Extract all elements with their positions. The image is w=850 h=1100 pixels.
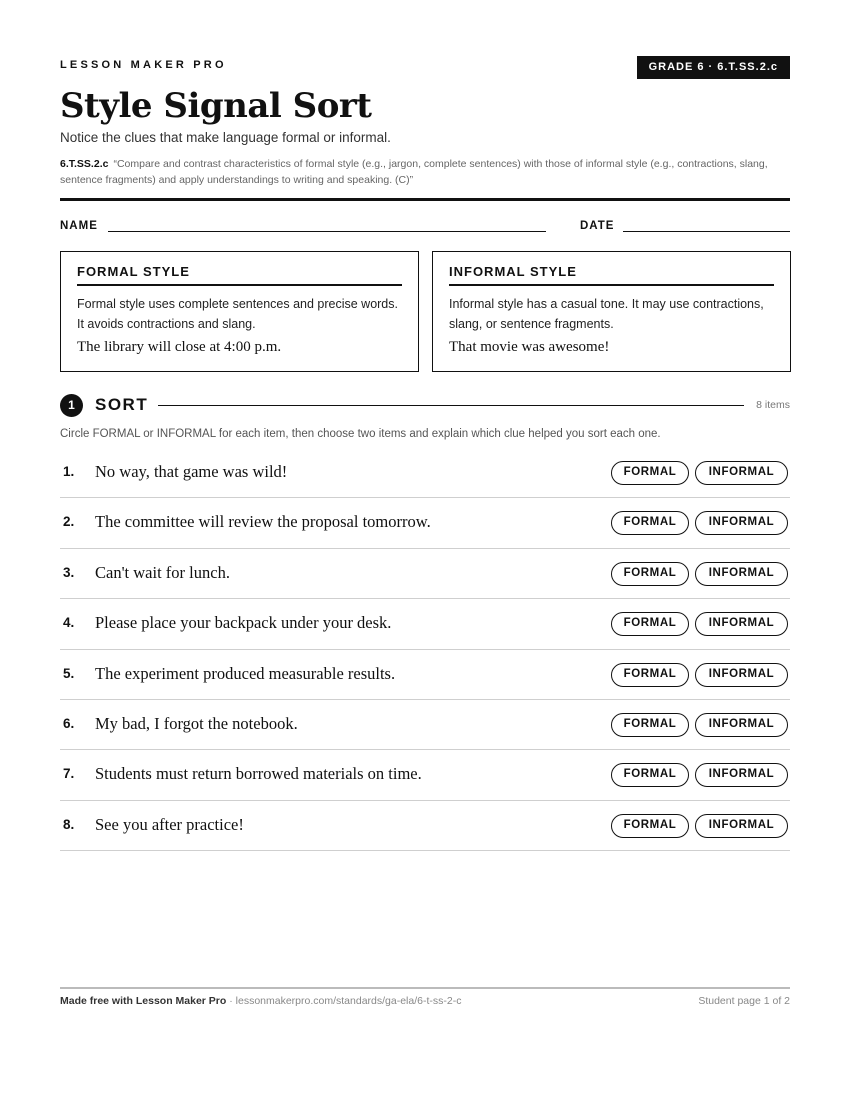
footer-made-with: Made free with Lesson Maker Pro — [60, 995, 227, 1007]
formal-choice-button[interactable]: FORMAL — [611, 461, 689, 485]
formal-style-heading: FORMAL STYLE — [77, 264, 402, 286]
grade-badge: GRADE 6 · 6.T.SS.2.c — [637, 56, 790, 79]
name-label: NAME — [60, 220, 98, 232]
formal-choice-button[interactable]: FORMAL — [611, 511, 689, 535]
item-number: 2. — [63, 514, 75, 530]
item-number: 5. — [63, 665, 75, 681]
item-number: 1. — [63, 464, 75, 479]
sort-item-list — [60, 448, 790, 851]
item-number: 4. — [63, 615, 75, 631]
page-subtitle: Notice the clues that make language formal or informal. — [60, 130, 391, 145]
list-item — [60, 448, 790, 498]
footer-divider — [60, 987, 790, 989]
footer-page-number: Student page 1 of 2 — [698, 995, 790, 1007]
list-item — [60, 650, 790, 700]
standard-text: “Compare and contrast characteristics of formal style (e.g., jargon, complete sentences) with those of informal style (e.g., contractions, slang, sentence fragments) and apply understandings to writing and speaking. (C)” — [60, 158, 768, 186]
informal-style-heading: INFORMAL STYLE — [449, 264, 774, 286]
informal-choice-button[interactable]: INFORMAL — [695, 511, 788, 535]
list-item — [60, 498, 790, 548]
informal-choice-button[interactable]: INFORMAL — [695, 663, 788, 687]
item-number: 3. — [63, 564, 75, 580]
formal-choice-button[interactable]: FORMAL — [611, 713, 689, 737]
formal-style-example: The library will close at 4:00 p.m. — [77, 339, 282, 355]
footer-credit — [60, 995, 461, 1007]
item-sentence: No way, that game was wild! — [95, 462, 288, 481]
informal-style-box — [432, 251, 791, 372]
item-sentence: Please place your backpack under your desk. — [95, 613, 392, 633]
standard-description — [60, 156, 790, 188]
sort-section-header — [60, 393, 790, 417]
formal-choice-button[interactable]: FORMAL — [611, 612, 689, 636]
brand-name: LESSON MAKER PRO — [60, 59, 227, 71]
list-item — [60, 549, 790, 599]
informal-choice-button[interactable]: INFORMAL — [695, 814, 788, 838]
item-sentence: My bad, I forgot the notebook. — [95, 713, 298, 733]
item-sentence: Can't wait for lunch. — [95, 562, 230, 582]
list-item — [60, 700, 790, 750]
item-number: 6. — [63, 715, 75, 731]
item-sentence: The experiment produced measurable results. — [95, 663, 396, 683]
informal-choice-button[interactable]: INFORMAL — [695, 713, 788, 737]
list-item — [60, 750, 790, 800]
formal-style-box — [60, 251, 419, 372]
worksheet-page — [60, 0, 790, 1100]
informal-choice-button[interactable]: INFORMAL — [695, 763, 788, 787]
date-field[interactable] — [623, 231, 790, 232]
item-sentence: The committee will review the proposal tomorrow. — [95, 512, 431, 532]
name-field[interactable] — [108, 231, 546, 232]
section-title: SORT — [95, 395, 149, 414]
item-sentence: Students must return borrowed materials on time. — [95, 764, 422, 784]
page-title: Style Signal Sort — [60, 86, 372, 126]
section-number-badge: 1 — [60, 394, 83, 417]
standard-code: 6.T.SS.2.c — [60, 158, 109, 170]
item-number: 8. — [63, 816, 75, 832]
formal-choice-button[interactable]: FORMAL — [611, 814, 689, 838]
informal-style-example: That movie was awesome! — [449, 339, 610, 355]
date-label: DATE — [580, 220, 615, 232]
formal-style-description: Formal style uses complete sentences and precise words. It avoids contractions and slang. — [77, 297, 398, 331]
formal-choice-button[interactable]: FORMAL — [611, 562, 689, 586]
formal-choice-button[interactable]: FORMAL — [611, 763, 689, 787]
name-date-row — [60, 220, 790, 234]
section-divider — [158, 405, 744, 406]
footer-url: · lessonmakerpro.com/standards/ga-ela/6-t-ss-2-c — [226, 995, 462, 1007]
header — [60, 56, 790, 80]
informal-choice-button[interactable]: INFORMAL — [695, 562, 788, 586]
item-number: 7. — [63, 766, 75, 782]
item-count: 8 items — [756, 399, 790, 411]
formal-choice-button[interactable]: FORMAL — [611, 663, 689, 687]
informal-style-description: Informal style has a casual tone. It may use contractions, slang, or sentence fragments. — [449, 297, 764, 331]
informal-choice-button[interactable]: INFORMAL — [695, 461, 788, 485]
header-divider — [60, 198, 790, 201]
list-item — [60, 801, 790, 851]
informal-choice-button[interactable]: INFORMAL — [695, 612, 788, 636]
list-item — [60, 599, 790, 649]
item-sentence: See you after practice! — [95, 814, 244, 834]
section-instructions: Circle FORMAL or INFORMAL for each item, then choose two items and explain which clue helped you sort each one. — [60, 428, 661, 440]
